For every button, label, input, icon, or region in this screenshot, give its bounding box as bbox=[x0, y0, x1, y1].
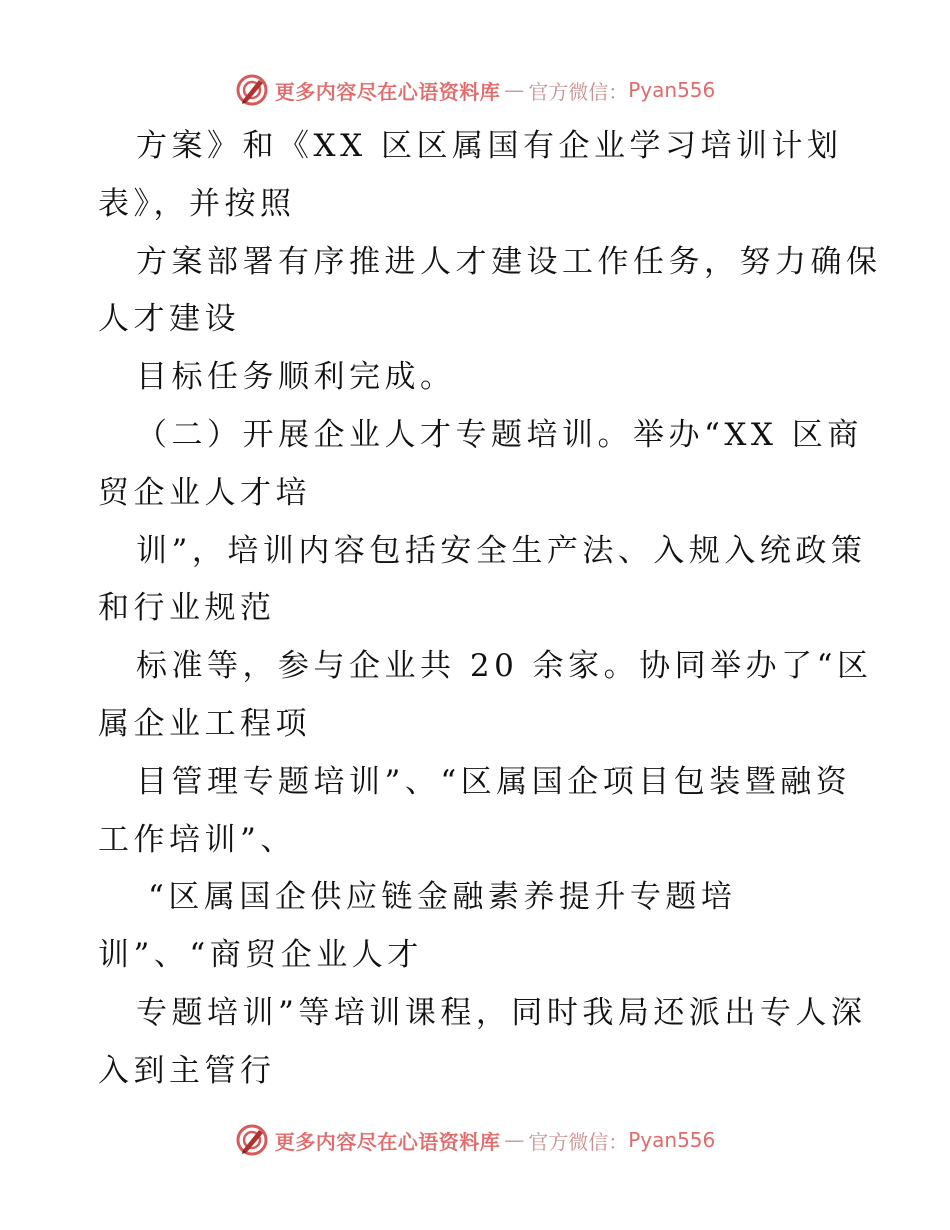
text-line: 训”，培训内容包括安全生产法、入规入统政策 bbox=[136, 532, 867, 569]
text-line: “区属国企供应链金融素养提升专题培 bbox=[148, 879, 737, 916]
text-line: 专题培训”等培训课程，同时我局还派出专人深 bbox=[136, 994, 867, 1031]
text-line: 人才建设 bbox=[98, 301, 240, 338]
text-line: 贸企业人才培 bbox=[98, 474, 311, 511]
watermark-separator: — bbox=[504, 1128, 525, 1152]
watermark-text: 更多内容尽在心语资料库 bbox=[274, 1129, 501, 1154]
text-line: 和行业规范 bbox=[98, 590, 276, 627]
pen-logo-icon bbox=[235, 73, 269, 107]
watermark-wechat-id: Pyan556 bbox=[628, 78, 716, 102]
text-line: 方案部署有序推进人才建设工作任务，努力确保 bbox=[136, 243, 882, 280]
text-line: 入到主管行 bbox=[98, 1052, 276, 1089]
watermark-text: 更多内容尽在心语资料库 bbox=[274, 79, 501, 104]
header-watermark bbox=[0, 70, 950, 110]
text-line: 目标任务顺利完成。 bbox=[136, 359, 456, 396]
text-line: 训”、“商贸企业人才 bbox=[98, 937, 423, 974]
text-line: 目管理专题培训”、“区属国企项目包装暨融资 bbox=[136, 763, 852, 800]
watermark-wechat-id: Pyan556 bbox=[628, 1128, 716, 1152]
text-line: 方案》和《XX 区区属国有企业学习培训计划 bbox=[136, 128, 843, 164]
text-line: 标准等，参与企业共 20 余家。协同举办了“区 bbox=[136, 648, 873, 685]
text-line: 表》，并按照 bbox=[98, 185, 296, 222]
pen-logo-icon bbox=[235, 1123, 269, 1157]
text-line: 属企业工程项 bbox=[98, 705, 311, 742]
text-line: （二）开展企业人才专题培训。举办“XX 区商 bbox=[136, 416, 863, 453]
footer-watermark bbox=[0, 1120, 950, 1160]
watermark-separator: — bbox=[504, 78, 525, 102]
watermark-wechat-label: 官方微信： bbox=[528, 79, 629, 104]
text-line: 工作培训”、 bbox=[98, 821, 296, 858]
watermark-wechat-label: 官方微信： bbox=[528, 1129, 629, 1154]
document-body bbox=[98, 118, 898, 1101]
